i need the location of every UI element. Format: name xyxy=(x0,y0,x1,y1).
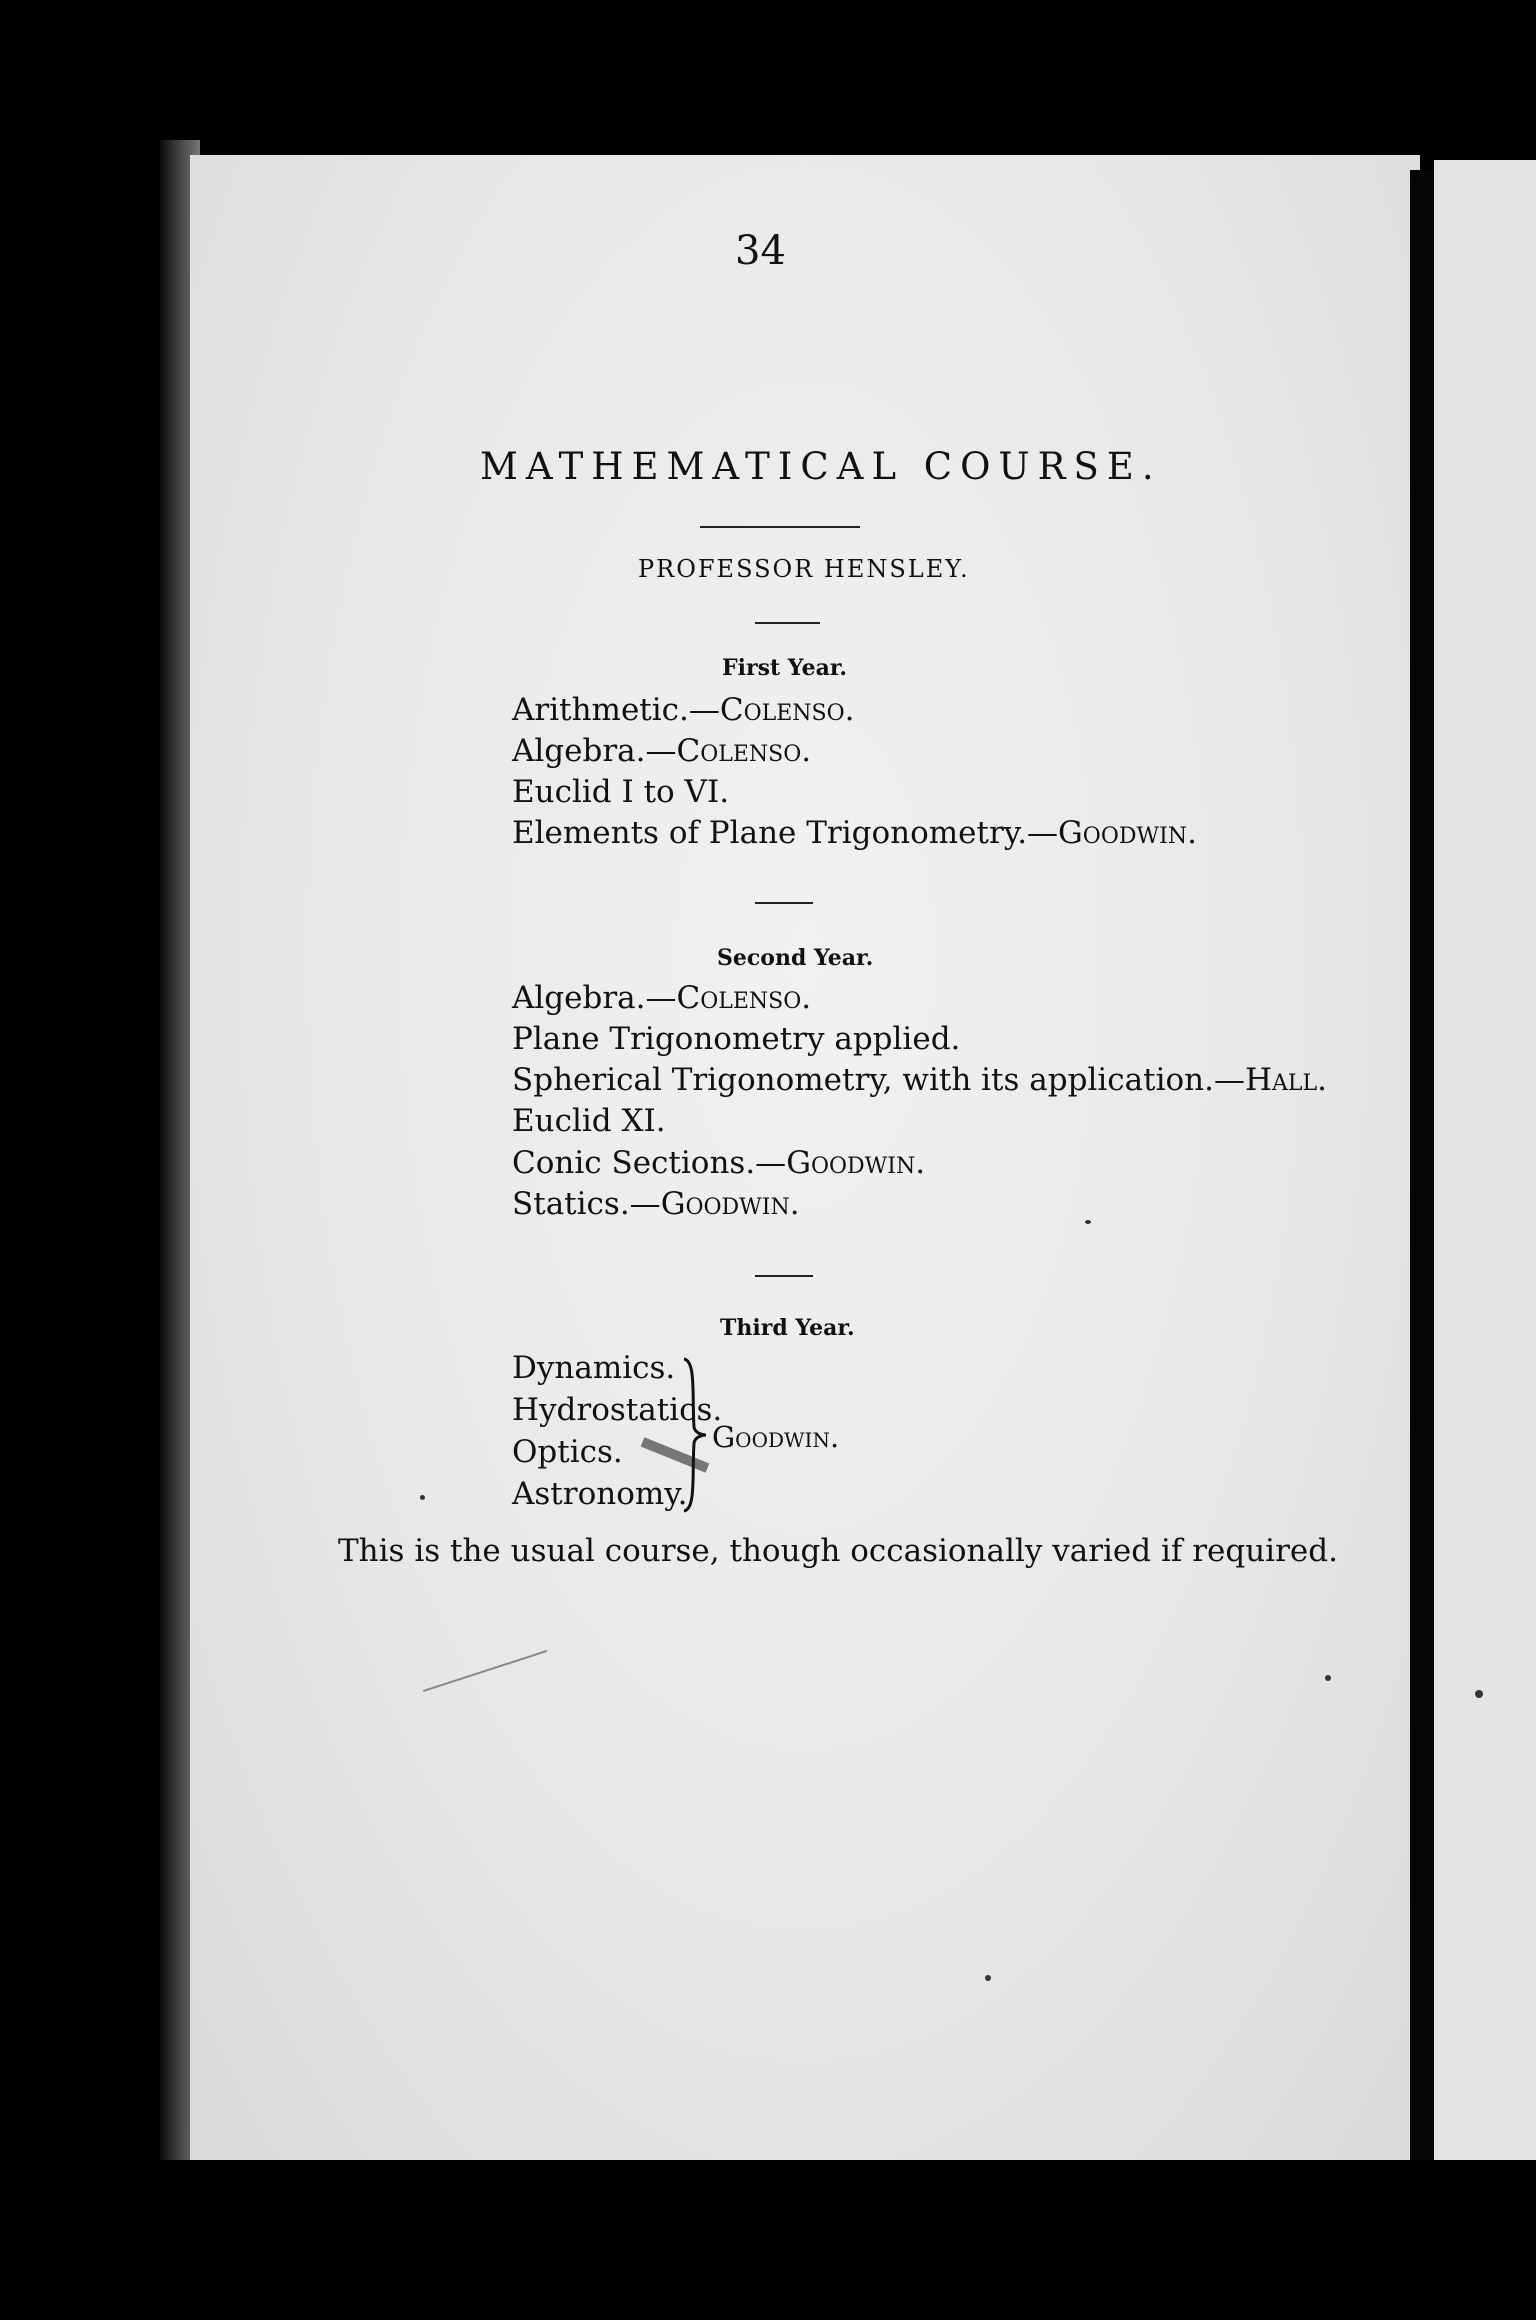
divider-rule xyxy=(755,902,813,904)
course-text: Algebra.— xyxy=(512,733,677,769)
page-title: MATHEMATICAL COURSE. xyxy=(480,445,1162,488)
course-text: Conic Sections.— xyxy=(512,1145,787,1181)
footer-note: This is the usual course, though occasionally varied if required. xyxy=(338,1533,1338,1569)
first-year-item xyxy=(512,774,729,810)
course-author: Goodwin. xyxy=(660,1186,800,1222)
course-author: Colenso. xyxy=(719,692,855,728)
third-year-item: Hydrostatics. xyxy=(512,1392,723,1428)
third-year-author: Goodwin. xyxy=(712,1420,840,1454)
divider-rule xyxy=(755,622,820,624)
course-text: Euclid I to VI. xyxy=(512,774,730,810)
third-year-item: Astronomy. xyxy=(512,1476,688,1512)
professor-name: PROFESSOR HENSLEY. xyxy=(638,555,970,583)
course-author: Goodwin. xyxy=(786,1145,926,1181)
third-year-heading: Third Year. xyxy=(720,1315,855,1341)
course-text: Algebra.— xyxy=(512,980,677,1016)
second-year-heading: Second Year. xyxy=(717,945,874,971)
second-year-item xyxy=(512,1062,1327,1098)
course-text: Spherical Trigonometry, with its application.— xyxy=(512,1062,1245,1098)
first-year-item xyxy=(512,815,1197,851)
course-text: Arithmetic.— xyxy=(512,692,720,728)
divider-rule xyxy=(755,1275,813,1277)
course-author: Colenso. xyxy=(676,980,812,1016)
second-year-item xyxy=(512,1021,960,1057)
third-year-item: Dynamics. xyxy=(512,1350,676,1386)
course-text: Statics.— xyxy=(512,1186,661,1222)
course-author: Goodwin. xyxy=(1058,815,1197,851)
first-year-item xyxy=(512,692,855,728)
second-year-item xyxy=(512,980,811,1016)
page-number: 34 xyxy=(735,228,786,274)
third-year-item: Optics. xyxy=(512,1434,623,1470)
curly-brace xyxy=(680,1355,710,1515)
second-year-item xyxy=(512,1103,666,1139)
second-year-item xyxy=(512,1186,800,1222)
first-year-item xyxy=(512,733,811,769)
course-text: Elements of Plane Trigonometry.— xyxy=(512,815,1059,851)
course-author: Hall. xyxy=(1244,1062,1327,1098)
course-text: Euclid XI. xyxy=(512,1103,666,1139)
second-year-item xyxy=(512,1145,925,1181)
course-text: Plane Trigonometry applied. xyxy=(512,1021,961,1057)
first-year-heading: First Year. xyxy=(722,655,848,681)
divider-rule xyxy=(700,526,860,528)
course-author: Colenso. xyxy=(676,733,812,769)
